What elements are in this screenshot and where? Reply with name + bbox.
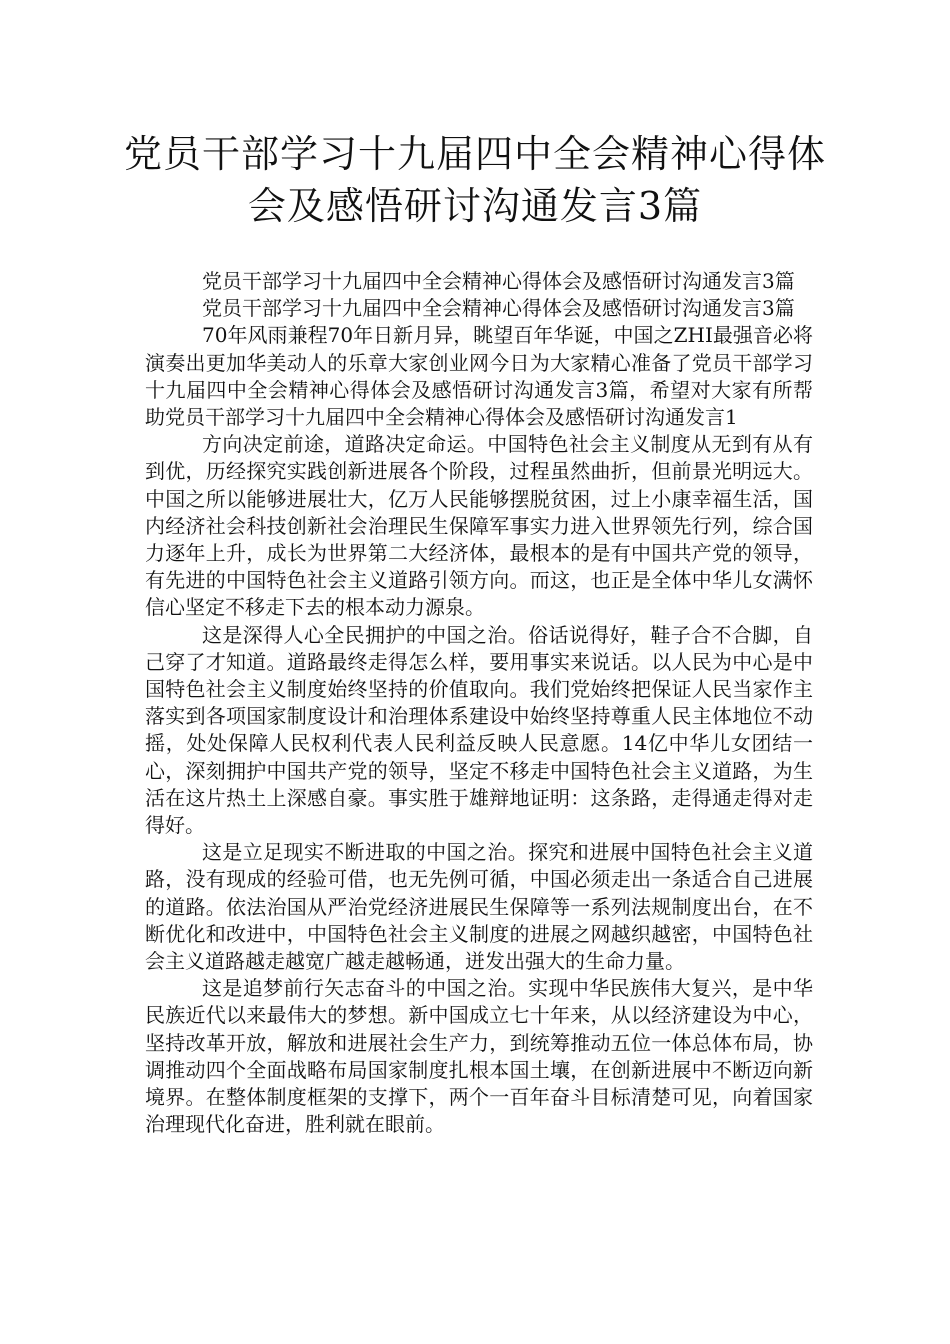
body-paragraph: 这是立足现实不断进取的中国之治。探究和进展中国特色社会主义道路，没有现成的经验可借，也无先例可循，中国必须走出一条适合自己进展的道路。依法治国从严治党经济进展民生保障等一系列法规制度出台，在不断优化和改进中，中国特色社会主义制度的进展之网越织越密，中国特色社会主义道路越走越宽广越走越畅通，迸发出强大的生命力量。 bbox=[145, 840, 813, 974]
document-title: 党员干部学习十九届四中全会精神心得体会及感悟研讨沟通发言3篇 bbox=[123, 132, 826, 228]
body-paragraph: 这是追梦前行矢志奋斗的中国之治。实现中华民族伟大复兴，是中华民族近代以来最伟大的梦想。新中国成立七十年来，从以经济建设为中心，坚持改革开放，解放和进展社会生产力，到统筹推动五位一体总体布局，协调推动四个全面战略布局国家制度扎根本国土壤，在创新进展中不断迈向新境界。在整体制度框架的支撑下，两个一百年奋斗目标清楚可见，向着国家治理现代化奋进，胜利就在眼前。 bbox=[145, 976, 813, 1137]
body-paragraph: 党员干部学习十九届四中全会精神心得体会及感悟研讨沟通发言3篇 bbox=[202, 296, 795, 321]
body-paragraph: 这是深得人心全民拥护的中国之治。俗话说得好，鞋子合不合脚，自己穿了才知道。道路最终走得怎么样，要用事实来说话。以人民为中心是中国特色社会主义制度始终坚持的价值取向。我们党始终把保证人民当家作主落实到各项国家制度设计和治理体系建设中始终坚持尊重人民主体地位不动摇，处处保障人民权利代表人民利益反映人民意愿。14亿中华儿女团结一心，深刻拥护中国共产党的领导，坚定不移走中国特色社会主义道路，为生活在这片热土上深感自豪。事实胜于雄辩地证明：这条路，走得通走得对走得好。 bbox=[145, 622, 813, 838]
body-paragraph: 党员干部学习十九届四中全会精神心得体会及感悟研讨沟通发言3篇 bbox=[202, 269, 795, 293]
body-paragraph: 方向决定前途，道路决定命运。中国特色社会主义制度从无到有从有到优，历经探究实践创新进展各个阶段，过程虽然曲折，但前景光明远大。中国之所以能够进展壮大，亿万人民能够摆脱贫困，过上小康幸福生活，国内经济社会科技创新社会治理民生保障军事实力进入世界领先行列，综合国力逐年上升，成长为世界第二大经济体，最根本的是有中国共产党的领导，有先进的中国特色社会主义道路引领方向。而这，也正是全体中华儿女满怀信心坚定不移走下去的根本动力源泉。 bbox=[145, 432, 813, 620]
document-body bbox=[145, 268, 813, 1139]
body-paragraph: 70年风雨兼程70年日新月异，眺望百年华诞，中国之ZHI最强音必将演奏出更加华美动人的乐章大家创业网今日为大家精心准备了党员干部学习十九届四中全会精神心得体会及感悟研讨沟通发言3篇，希望对大家有所帮助党员干部学习十九届四中全会精神心得体会及感悟研讨沟通发言1 bbox=[145, 323, 813, 430]
